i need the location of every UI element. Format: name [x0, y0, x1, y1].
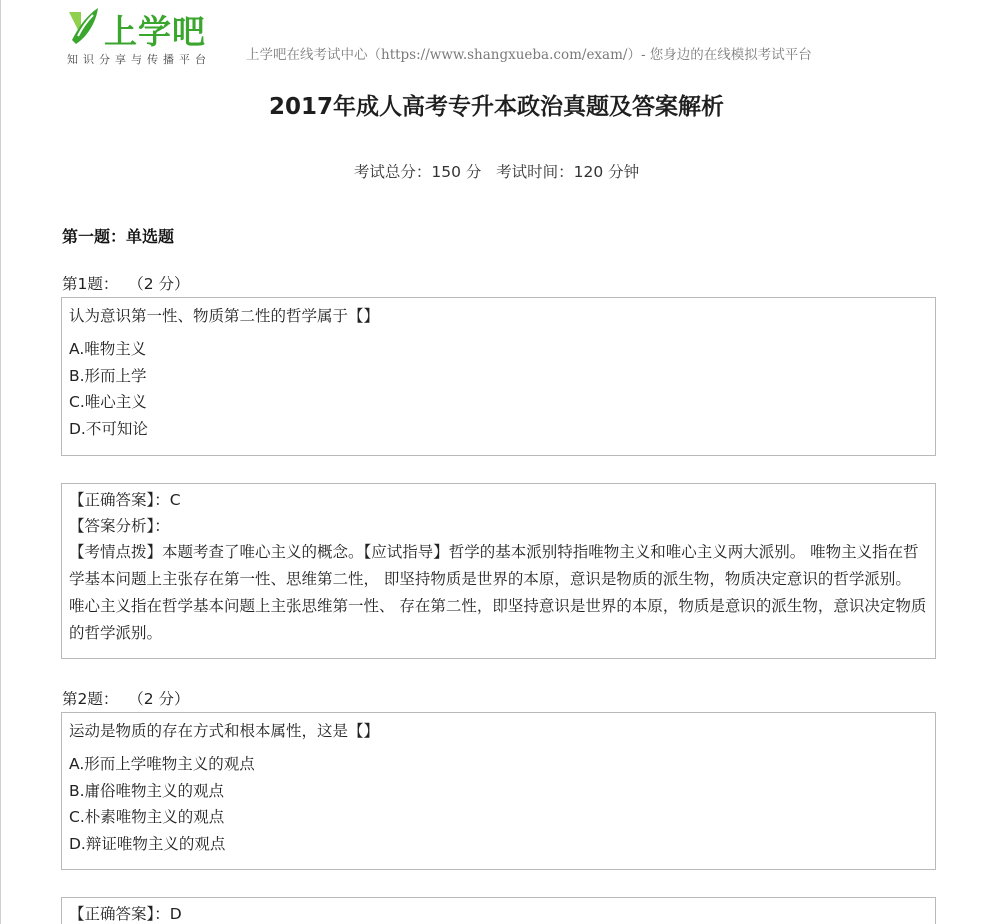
option-c: C.唯心主义: [69, 393, 147, 411]
answer-box: [61, 483, 936, 659]
option-b: B.庸俗唯物主义的观点: [69, 781, 225, 800]
analysis-label: 【答案分析】：: [69, 517, 170, 535]
question-stem: 认为意识第一性、物质第二性的哲学属于【】: [69, 307, 380, 325]
option-b: B.形而上学: [69, 366, 147, 385]
question-stem: 运动是物质的存在方式和根本属性，这是【】: [69, 722, 380, 740]
question-box: [61, 297, 936, 456]
question-box: [61, 712, 936, 870]
page-left-border: [0, 0, 1, 924]
site-header: [62, 4, 962, 68]
correct-answer: 【正确答案】：C: [69, 491, 181, 509]
logo-wordmark: 上学吧: [104, 12, 206, 51]
option-c: C.朴素唯物主义的观点: [69, 808, 225, 826]
option-d: D.不可知论: [69, 419, 148, 438]
question-label: 第2题： （2 分）: [62, 690, 190, 708]
option-a: A.唯物主义: [69, 340, 147, 358]
exam-meta: 考试总分：150 分 考试时间：120 分钟: [353, 163, 640, 181]
logo-slogan: 知识分享与传播平台: [67, 53, 211, 66]
option-a: A.形而上学唯物主义的观点: [69, 755, 255, 773]
option-d: D.辩证唯物主义的观点: [69, 834, 226, 853]
document-title: 2017年成人高考专升本政治真题及答案解析: [268, 94, 724, 120]
site-description-link[interactable]: 上学吧在线考试中心（https://www.shangxueba.com/exam/）- 您身边的在线模拟考试平台: [246, 47, 812, 63]
answer-explanation: 【考情点拨】本题考查了唯心主义的概念。【应试指导】哲学的基本派别特指唯物主义和唯心主义两大派别。 唯物主义指在哲学基本问题上主张存在第一性、思维第二性， 即坚持物质是世界的本原，意识是物质的派生物，物质决定意识的哲学派别。 唯心主义指在哲学基本问题上主张思维第一性、 存在第二性，即坚持意识是世界的本原，物质是意识的派生物，意识决定物质的哲学派别。: [69, 543, 927, 642]
question-label: 第1题： （2 分）: [62, 275, 190, 293]
correct-answer: 【正确答案】：D: [69, 905, 182, 923]
leaf-check-icon: [66, 6, 100, 46]
site-logo[interactable]: [62, 4, 232, 68]
answer-box: [61, 897, 936, 924]
section-heading: 第一题：单选题: [62, 227, 175, 246]
